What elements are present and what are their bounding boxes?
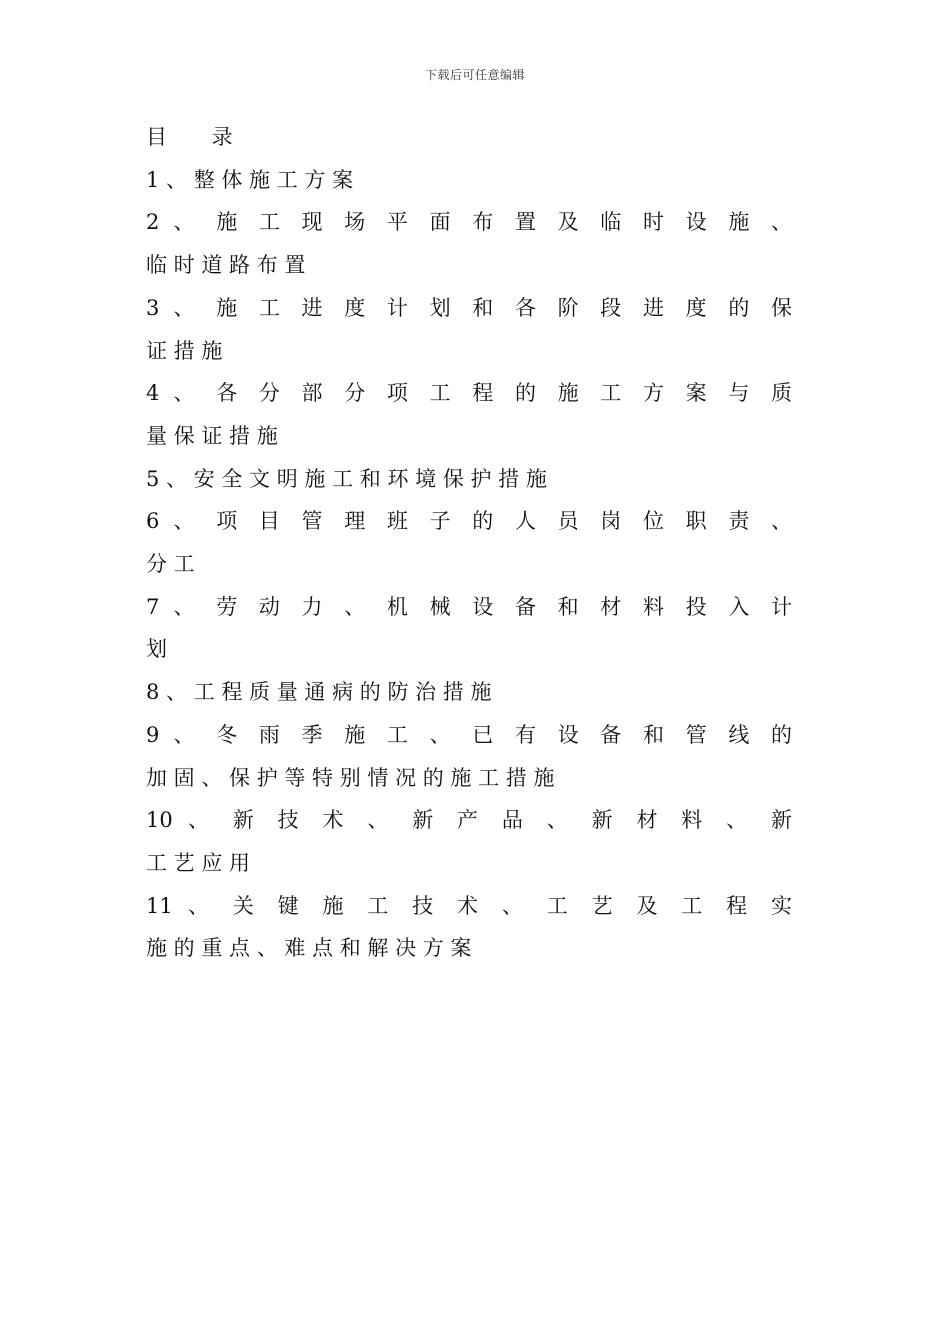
toc-item-10 — [146, 799, 792, 884]
toc-item-line: 6 、 项 目 管 理 班 子 的 人 员 岗 位 职 责 、 — [146, 509, 792, 534]
toc-title: 目 录 — [146, 125, 252, 149]
toc-item-line: 9 、 冬 雨 季 施 工 、 已 有 设 备 和 管 线 的 — [146, 722, 792, 747]
toc-item-line: 8 、 工 程 质 量 通 病 的 防 治 措 施 — [146, 680, 492, 705]
toc-item-line: 1 、 整 体 施 工 方 案 — [146, 167, 354, 192]
toc-item-line: 11 、 关 键 施 工 技 术 、 工 艺 及 工 程 实 — [146, 893, 792, 918]
toc-item-line: 3 、 施 工 进 度 计 划 和 各 阶 段 进 度 的 保 — [146, 295, 792, 320]
toc-item-line: 划 — [146, 637, 167, 662]
toc-item-line: 临 时 道 路 布 置 — [146, 253, 306, 278]
toc-item-5 — [146, 458, 792, 501]
page-header-note: 下载后可任意编辑 — [424, 68, 525, 82]
toc-item-8 — [146, 671, 792, 714]
table-of-contents — [146, 116, 792, 970]
toc-item-3 — [146, 287, 792, 372]
toc-item-line: 证 措 施 — [146, 338, 223, 363]
toc-item-line: 量 保 证 措 施 — [146, 423, 278, 448]
toc-item-2 — [146, 201, 792, 286]
toc-item-line: 加 固 、 保 护 等 特 别 情 况 的 施 工 措 施 — [146, 765, 555, 790]
toc-item-line: 4 、 各 分 部 分 项 工 程 的 施 工 方 案 与 质 — [146, 381, 792, 406]
toc-item-line: 分 工 — [146, 552, 195, 577]
toc-item-9 — [146, 714, 792, 799]
toc-item-6 — [146, 500, 792, 585]
toc-item-line: 施 的 重 点 、 难 点 和 解 决 方 案 — [146, 936, 472, 961]
toc-item-7 — [146, 586, 792, 671]
toc-item-line: 7 、 劳 动 力 、 机 械 设 备 和 材 料 投 入 计 — [146, 594, 792, 619]
toc-item-line: 5 、 安 全 文 明 施 工 和 环 境 保 护 措 施 — [146, 466, 547, 491]
toc-item-1 — [146, 159, 792, 202]
toc-item-line: 工 艺 应 用 — [146, 850, 251, 875]
toc-item-11 — [146, 885, 792, 970]
toc-item-4 — [146, 372, 792, 457]
toc-item-line: 10 、 新 技 术 、 新 产 品 、 新 材 料 、 新 — [146, 808, 792, 833]
toc-item-line: 2 、 施 工 现 场 平 面 布 置 及 临 时 设 施 、 — [146, 210, 792, 235]
